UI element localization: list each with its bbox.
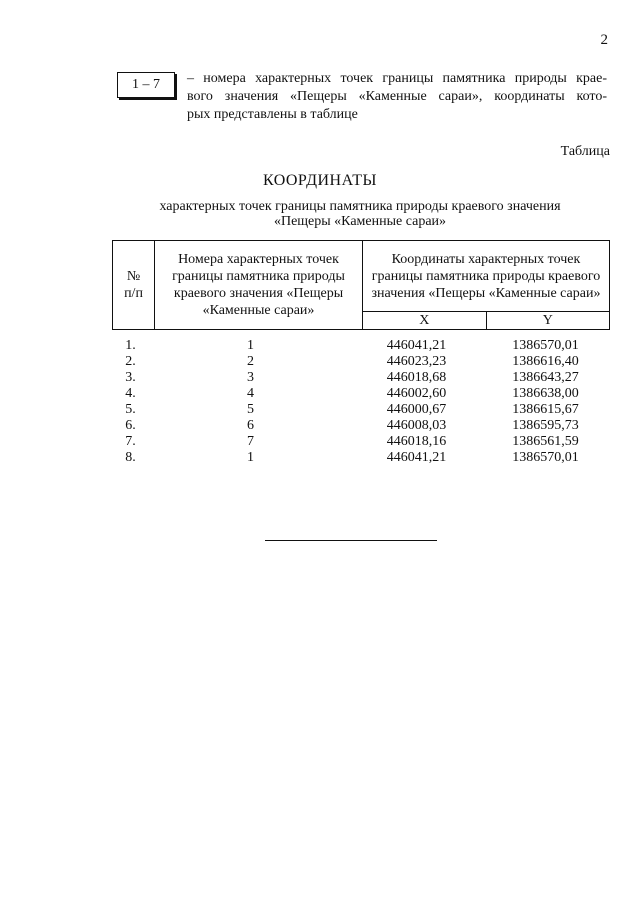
- table-row: [112, 434, 610, 450]
- header-text: Номера характерных точек: [178, 252, 339, 267]
- y-coordinate: 1386570,01: [512, 450, 579, 465]
- header-x-column: X: [363, 312, 487, 330]
- x-coordinate: 446041,21: [386, 450, 447, 465]
- y-coordinate: 1386638,00: [512, 386, 579, 401]
- legend-line: рых представлены в таблице: [187, 107, 358, 122]
- point-number: 4: [247, 386, 254, 401]
- page-number: 2: [600, 32, 608, 48]
- table-row: [112, 370, 610, 386]
- coordinates-table-body: [112, 338, 610, 466]
- x-coordinate: 446023,23: [386, 354, 447, 369]
- header-text: п/п: [124, 286, 143, 301]
- x-coordinate: 446000,67: [386, 402, 447, 417]
- subtitle-line: характерных точек границы памятника природы краевого значения: [159, 199, 561, 214]
- subtitle-line: «Пещеры «Каменные сараи»: [273, 214, 447, 229]
- row-number: 7.: [125, 434, 136, 449]
- header-text: краевого значения «Пещеры: [173, 286, 344, 301]
- point-number: 7: [247, 434, 254, 449]
- point-number: 5: [247, 402, 254, 417]
- legend-point-range-box: 1 – 7: [117, 72, 175, 98]
- legend-line: вого значения «Пещеры «Каменные сараи», координаты кото-: [187, 89, 607, 104]
- end-of-document-rule: [265, 540, 437, 541]
- x-coordinate: 446008,03: [386, 418, 447, 433]
- row-number: 4.: [125, 386, 136, 401]
- table-row: [112, 386, 610, 402]
- coordinates-table-header: [112, 240, 610, 330]
- header-points-column: [155, 241, 363, 330]
- table-row: [112, 418, 610, 434]
- row-number: 6.: [125, 418, 136, 433]
- row-number: 1.: [125, 338, 136, 353]
- point-number: 3: [247, 370, 254, 385]
- table-row: [112, 402, 610, 418]
- x-coordinate: 446041,21: [386, 338, 447, 353]
- table-row: [112, 450, 610, 466]
- y-coordinate: 1386643,27: [512, 370, 579, 385]
- document-title: КООРДИНАТЫ: [263, 172, 377, 189]
- header-text: №: [126, 269, 141, 284]
- table-caption: Таблица: [560, 144, 610, 159]
- header-text: «Каменные сараи»: [202, 303, 315, 318]
- header-text: значения «Пещеры «Каменные сараи»: [371, 285, 601, 301]
- header-coordinates-group: [363, 241, 610, 312]
- row-number: 8.: [125, 450, 136, 465]
- y-coordinate: 1386561,59: [512, 434, 579, 449]
- x-coordinate: 446018,68: [386, 370, 447, 385]
- table-row: [112, 354, 610, 370]
- y-coordinate: 1386615,67: [512, 402, 579, 417]
- row-number: 3.: [125, 370, 136, 385]
- legend-description: [187, 70, 607, 124]
- row-number: 5.: [125, 402, 136, 417]
- point-number: 6: [247, 418, 254, 433]
- x-coordinate: 446018,16: [386, 434, 447, 449]
- legend-line: – номера характерных точек границы памятника природы крае-: [187, 71, 607, 86]
- row-number: 2.: [125, 354, 136, 369]
- document-subtitle: [100, 199, 620, 229]
- point-number: 2: [247, 354, 254, 369]
- y-coordinate: 1386570,01: [512, 338, 579, 353]
- y-coordinate: 1386616,40: [512, 354, 579, 369]
- header-text: границы памятника природы краевого: [371, 268, 601, 284]
- point-number: 1: [247, 450, 254, 465]
- header-text: границы памятника природы: [172, 269, 345, 284]
- header-text: Координаты характерных точек: [391, 251, 581, 267]
- table-row: [112, 338, 610, 354]
- point-number: 1: [247, 338, 254, 353]
- header-number-column: [113, 241, 155, 330]
- y-coordinate: 1386595,73: [512, 418, 579, 433]
- header-y-column: Y: [486, 312, 610, 330]
- x-coordinate: 446002,60: [386, 386, 447, 401]
